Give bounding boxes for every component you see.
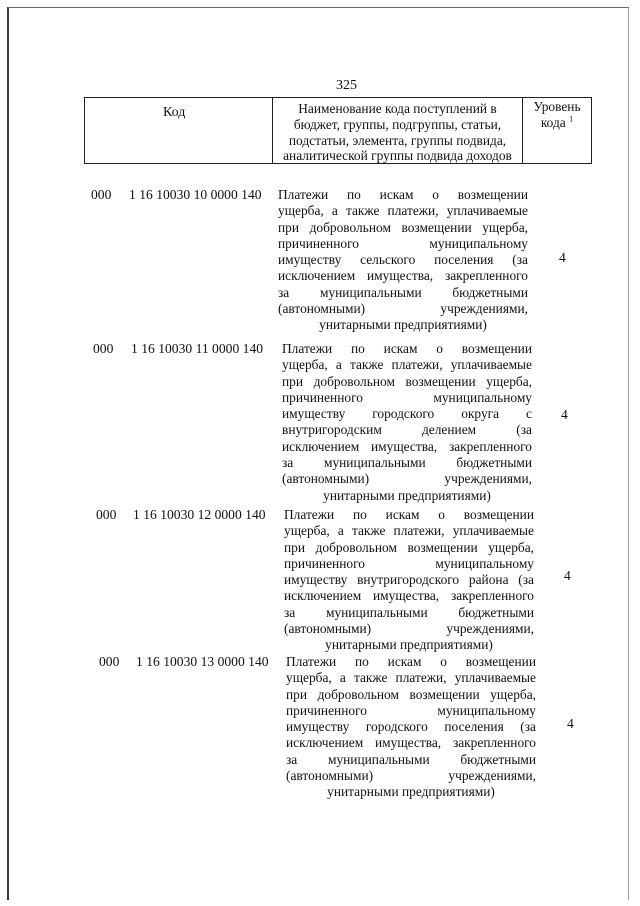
description-line: при добровольном возмещении ущерба, bbox=[284, 539, 534, 555]
description-line: причиненного муниципальному bbox=[282, 389, 532, 405]
header-name-line: подстатьи, элемента, группы подвида, bbox=[288, 132, 507, 148]
description-line: при добровольном возмещении ущерба, bbox=[286, 686, 536, 702]
header-level-word: кода bbox=[540, 115, 566, 130]
description-line: (автономными) учреждениями, bbox=[282, 471, 532, 487]
description-line: причиненного муниципальному bbox=[286, 702, 536, 718]
description-line: Платежи по искам о возмещении bbox=[286, 654, 536, 669]
description-line: имуществу городского поселения (за bbox=[286, 719, 536, 735]
description-line: исключением имущества, закрепленного bbox=[286, 735, 536, 751]
header-name-line: Наименование кода поступлений в bbox=[298, 101, 497, 116]
description-line: (автономными) учреждениями, bbox=[286, 768, 536, 784]
description-line: имуществу сельского поселения (за bbox=[278, 252, 528, 268]
page-number: 325 bbox=[336, 78, 357, 93]
description-line: имуществу городского округа с bbox=[282, 406, 532, 422]
admin-code: 000 bbox=[96, 507, 117, 522]
description-line: унитарными предприятиями) bbox=[323, 487, 491, 503]
description-line: за муниципальными бюджетными bbox=[286, 751, 536, 767]
description-line: причиненного муниципальному bbox=[284, 555, 534, 571]
description-line: ущерба, а также платежи, уплачиваемые bbox=[282, 357, 532, 373]
description-line: при добровольном возмещении ущерба, bbox=[282, 373, 532, 389]
description-line: исключением имущества, закрепленного bbox=[282, 438, 532, 454]
code-level: 4 bbox=[559, 250, 566, 265]
income-description bbox=[282, 341, 532, 504]
code-level: 4 bbox=[561, 407, 568, 422]
income-description bbox=[284, 507, 534, 654]
income-code: 1 16 10030 12 0000 140 bbox=[133, 507, 266, 522]
description-line: внутригородским делением (за bbox=[282, 422, 532, 438]
header-code-cell bbox=[85, 98, 273, 163]
description-line: ущерба, а также платежи, уплачиваемые bbox=[284, 523, 534, 539]
income-description bbox=[286, 654, 536, 801]
description-line: (автономными) учреждениями, bbox=[284, 621, 534, 637]
header-level-line bbox=[525, 115, 589, 131]
header-name-line: бюджет, группы, подгруппы, статьи, bbox=[293, 116, 502, 132]
description-line: при добровольном возмещении ущерба, bbox=[278, 219, 528, 235]
header-name-cell bbox=[273, 98, 523, 163]
description-line: за муниципальными бюджетными bbox=[278, 284, 528, 300]
header-name-label bbox=[277, 101, 518, 164]
description-line: Платежи по искам о возмещении bbox=[278, 187, 528, 202]
income-code: 1 16 10030 10 0000 140 bbox=[129, 187, 262, 202]
header-name-line: аналитической группы подвида доходов bbox=[283, 148, 512, 164]
description-line: Платежи по искам о возмещении bbox=[284, 507, 534, 522]
code-level: 4 bbox=[564, 568, 571, 583]
admin-code: 000 bbox=[91, 187, 112, 202]
code-level: 4 bbox=[567, 716, 574, 731]
description-line: унитарными предприятиями) bbox=[319, 317, 487, 333]
description-line: ущерба, а также платежи, уплачиваемые bbox=[286, 670, 536, 686]
header-level-cell bbox=[523, 98, 591, 163]
description-line: унитарными предприятиями) bbox=[327, 784, 495, 800]
description-line: ущерба, а также платежи, уплачиваемые bbox=[278, 203, 528, 219]
description-line: за муниципальными бюджетными bbox=[282, 455, 532, 471]
footnote-marker: 1 bbox=[569, 114, 574, 124]
description-line: (автономными) учреждениями, bbox=[278, 301, 528, 317]
header-level-line: Уровень bbox=[533, 99, 581, 114]
header-code-label: Код bbox=[163, 105, 186, 120]
admin-code: 000 bbox=[99, 654, 120, 669]
income-code: 1 16 10030 13 0000 140 bbox=[136, 654, 269, 669]
description-line: унитарными предприятиями) bbox=[325, 637, 493, 653]
income-description bbox=[278, 187, 528, 334]
description-line: причиненного муниципальному bbox=[278, 235, 528, 251]
table-header bbox=[84, 97, 592, 164]
income-code: 1 16 10030 11 0000 140 bbox=[131, 341, 264, 356]
description-line: имуществу внутригородского района (за bbox=[284, 572, 534, 588]
description-line: исключением имущества, закрепленного bbox=[284, 588, 534, 604]
description-line: исключением имущества, закрепленного bbox=[278, 268, 528, 284]
description-line: Платежи по искам о возмещении bbox=[282, 341, 532, 356]
admin-code: 000 bbox=[93, 341, 114, 356]
header-level-label bbox=[525, 99, 589, 131]
description-line: за муниципальными бюджетными bbox=[284, 604, 534, 620]
